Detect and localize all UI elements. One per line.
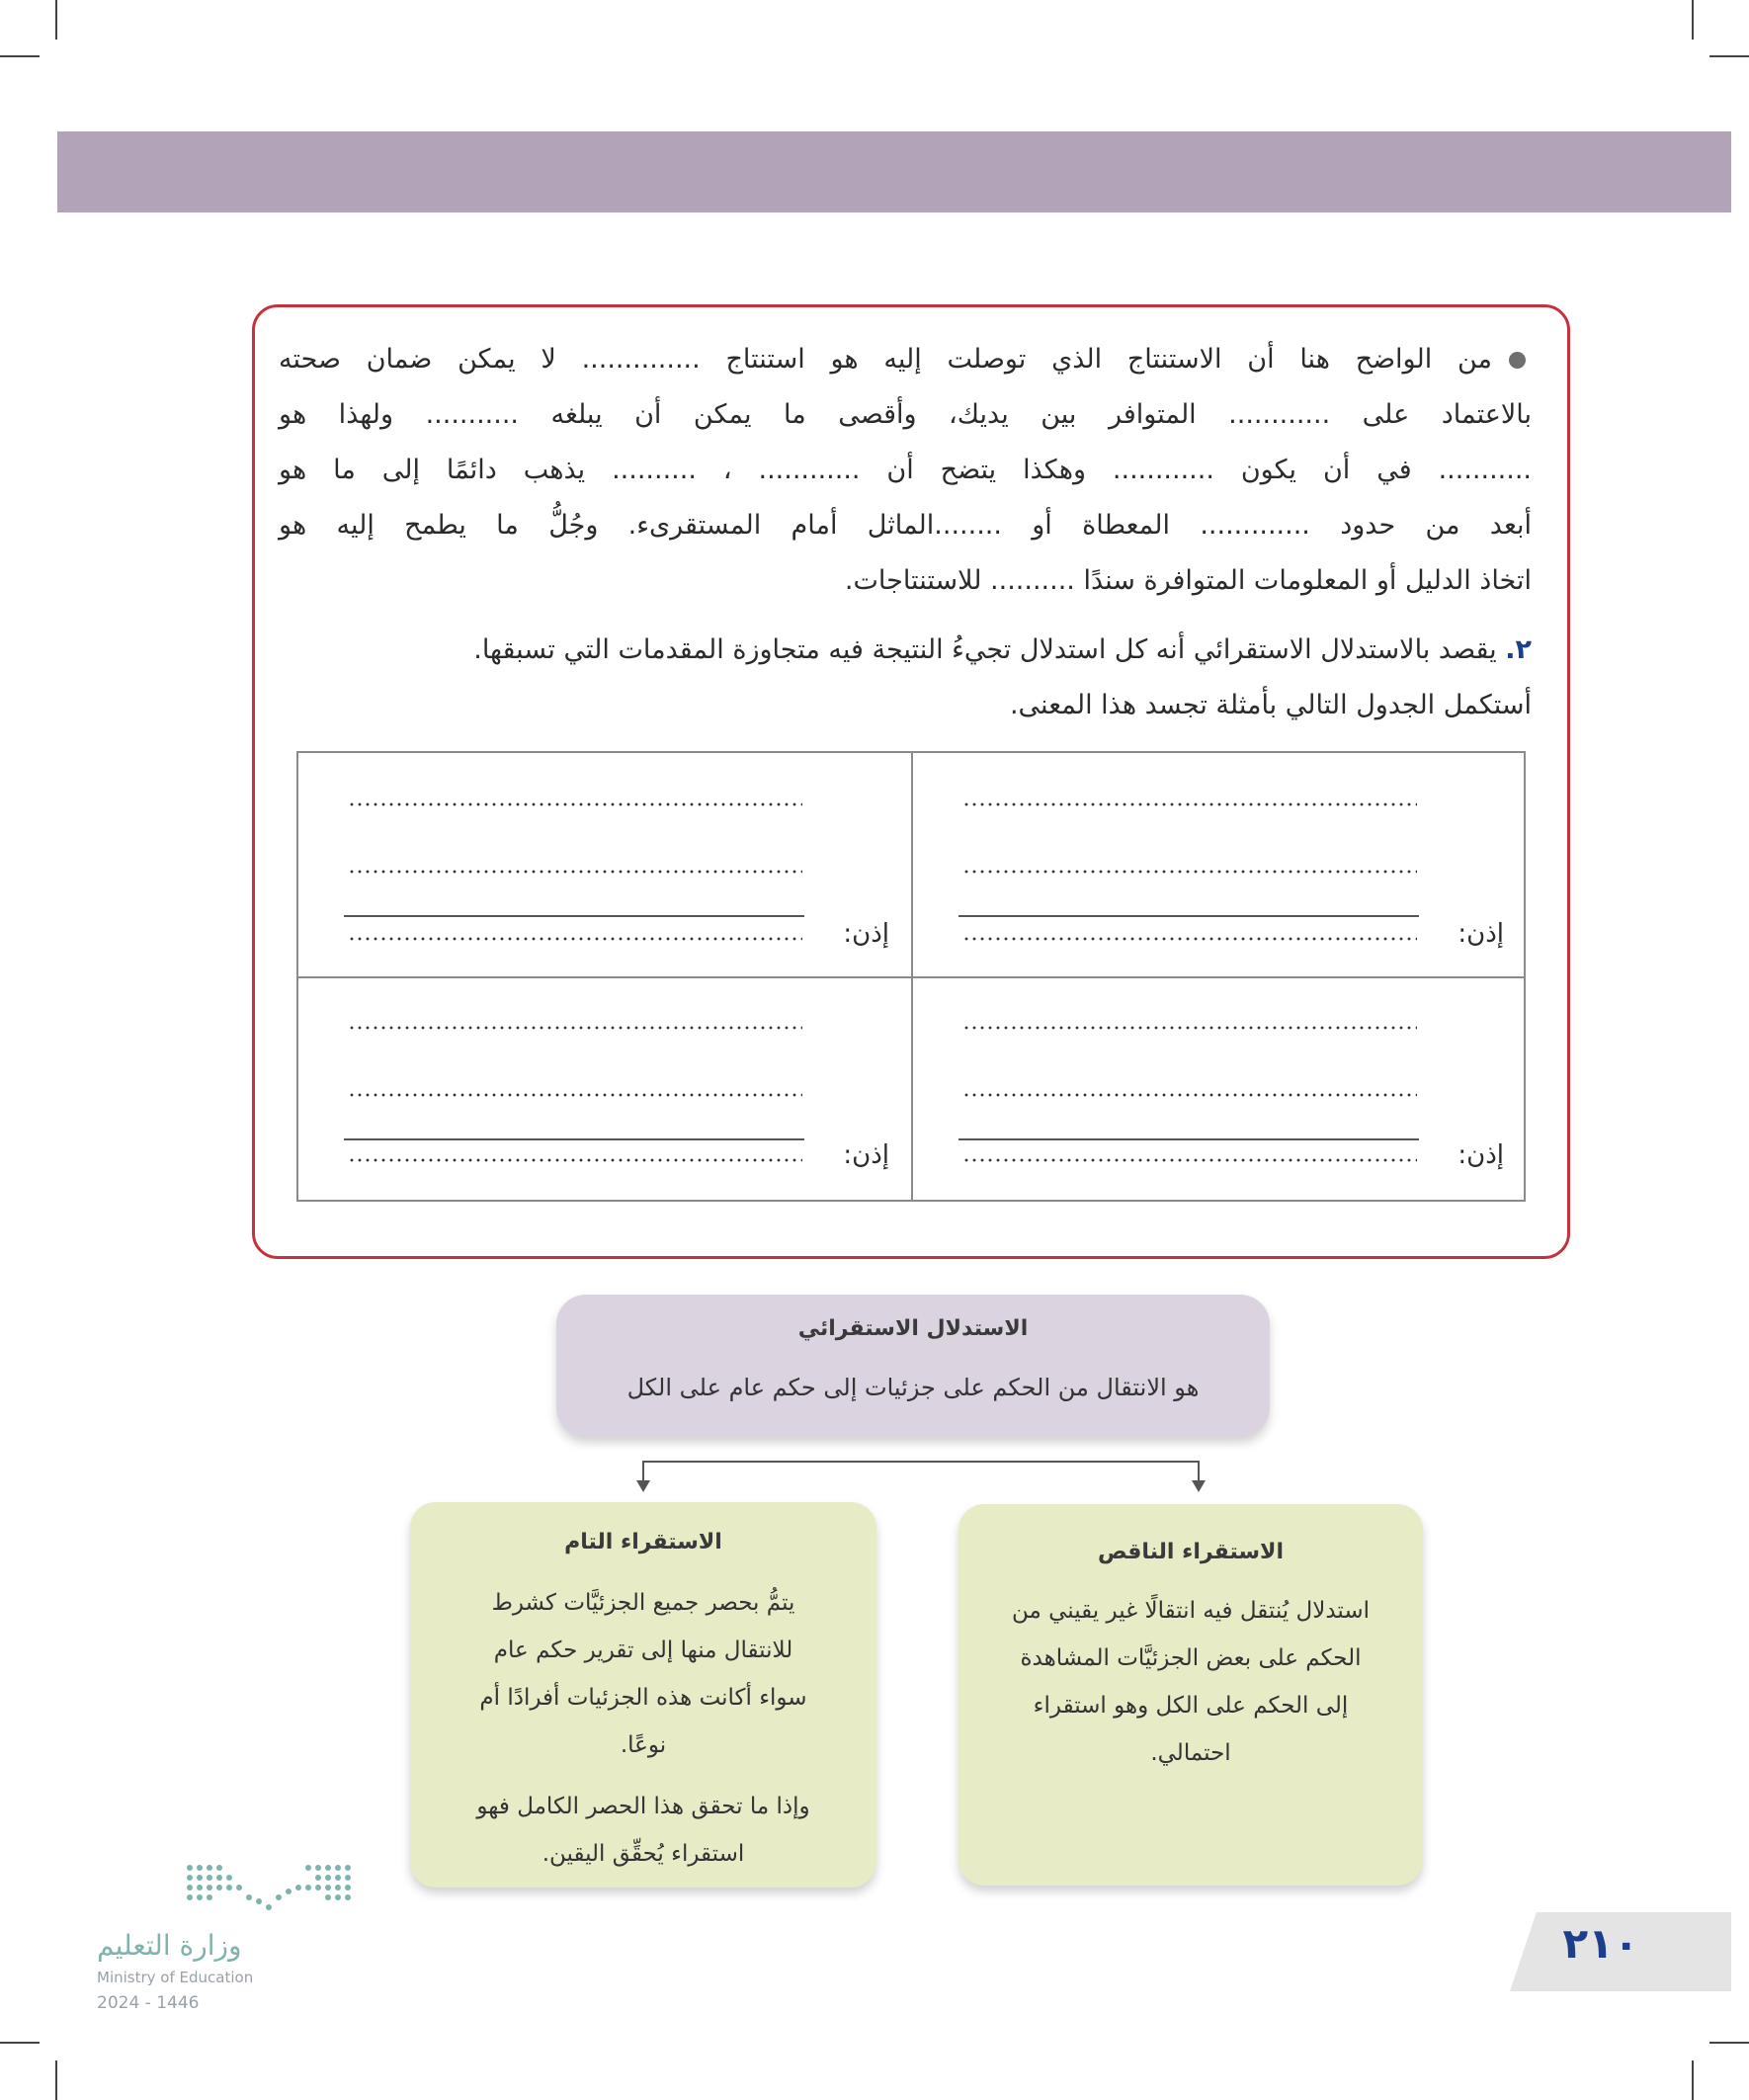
question-number: ٢. xyxy=(1505,634,1532,665)
paragraph-line-1: من الواضح هنا أن الاستنتاج الذي توصلت إليه هو استنتاج .............. لا يمكن ضمان صحته xyxy=(279,344,1492,375)
ministry-name-arabic: وزارة التعليم xyxy=(97,1929,242,1962)
blank-line[interactable] xyxy=(962,937,1417,941)
blank-line[interactable] xyxy=(348,1158,802,1162)
crop-mark xyxy=(0,55,40,57)
blank-line[interactable] xyxy=(348,802,802,806)
separator-line xyxy=(344,915,804,917)
crop-mark xyxy=(1692,0,1694,40)
complete-induction-text xyxy=(450,1579,837,1878)
text-line: استقراء يُحقِّق اليقين. xyxy=(541,1841,745,1867)
text-line: وإذا ما تحقق هذا الحصر الكامل فهو xyxy=(476,1794,810,1819)
question-2 xyxy=(473,626,1532,675)
paragraph-line-5: اتخاذ الدليل أو المعلومات المتوافرة سندًا .......... للاستنتاجات. xyxy=(844,565,1532,596)
incomplete-induction-box xyxy=(958,1504,1423,1886)
text-line: يتمُّ بحصر جميع الجزئيَّات كشرط xyxy=(491,1590,795,1616)
bullet-icon xyxy=(1509,352,1526,369)
blank-line[interactable] xyxy=(962,1093,1417,1097)
definition-title: الاستدلال الاستقرائي xyxy=(797,1316,1029,1341)
then-label: إذن: xyxy=(843,919,889,949)
question-text: يقصد بالاستدلال الاستقرائي أنه كل استدلال تجيءُ النتيجة فيه متجاوزة المقدمات التي تسبقها. xyxy=(473,634,1497,665)
crop-mark xyxy=(55,2060,57,2100)
paragraph-line-3: ........... في أن يكون ............ وهكذا يتضح أن ............ ، .......... يذهب دائمًا إلى ما هو xyxy=(279,455,1532,485)
connector-line xyxy=(642,1461,1200,1463)
task-box xyxy=(252,304,1570,1259)
ministry-year: 2024 - 1446 xyxy=(97,1993,200,2013)
page-number: ٢١٠ xyxy=(1562,1919,1639,1968)
blank-line[interactable] xyxy=(962,1158,1417,1162)
ministry-logo-icon xyxy=(184,1862,352,1913)
connector-line xyxy=(642,1461,644,1482)
table-cell[interactable] xyxy=(298,753,911,976)
then-label: إذن: xyxy=(1458,1140,1504,1170)
incomplete-induction-title: الاستقراء الناقص xyxy=(1098,1540,1284,1564)
crop-mark xyxy=(1709,55,1749,57)
blank-line[interactable] xyxy=(348,1026,802,1030)
table-cell[interactable] xyxy=(298,978,911,1202)
arrow-down-icon xyxy=(636,1480,650,1492)
instruction: أستكمل الجدول التالي بأمثلة تجسد هذا المعنى. xyxy=(1009,690,1532,720)
crop-mark xyxy=(1692,2060,1694,2100)
text-line: نوعًا. xyxy=(620,1732,667,1758)
table-cell[interactable] xyxy=(913,753,1526,976)
arrow-down-icon xyxy=(1192,1480,1206,1492)
text-line: الحكم على بعض الجزئيَّات المشاهدة xyxy=(1020,1645,1362,1671)
incomplete-induction-text xyxy=(998,1587,1383,1777)
blank-line[interactable] xyxy=(348,1093,802,1097)
definition-text: هو الانتقال من الحكم على جزئيات إلى حكم عام على الكل xyxy=(626,1374,1200,1401)
table-cell[interactable] xyxy=(913,978,1526,1202)
paragraph-line-2: بالاعتماد على ............ المتوافر بين يديك، وأقصى ما يمكن أن يبلغه ........... ولهذا هو xyxy=(279,399,1532,430)
complete-induction-box xyxy=(410,1502,876,1888)
separator-line xyxy=(958,915,1419,917)
blank-line[interactable] xyxy=(962,802,1417,806)
blank-line[interactable] xyxy=(962,1026,1417,1030)
text-line: سواء أكانت هذه الجزئيات أفرادًا أم xyxy=(479,1685,807,1711)
then-label: إذن: xyxy=(843,1140,889,1170)
ministry-name-english: Ministry of Education xyxy=(97,1969,254,1986)
complete-induction-title: الاستقراء التام xyxy=(564,1530,722,1554)
blank-line[interactable] xyxy=(348,870,802,874)
crop-mark xyxy=(1709,2042,1749,2044)
blank-line[interactable] xyxy=(962,870,1417,874)
crop-mark xyxy=(0,2042,40,2044)
text-line: استدلال يُنتقل فيه انتقالًا غير يقيني من xyxy=(1011,1598,1371,1624)
definition-box xyxy=(556,1295,1270,1437)
blank-line[interactable] xyxy=(348,937,802,941)
text-line: احتمالي. xyxy=(1150,1740,1231,1766)
then-label: إذن: xyxy=(1458,919,1504,949)
separator-line xyxy=(344,1138,804,1140)
connector-line xyxy=(1198,1461,1200,1482)
examples-table xyxy=(296,751,1526,1202)
header-band xyxy=(57,131,1731,212)
separator-line xyxy=(958,1138,1419,1140)
paragraph-line-4: أبعد من حدود ............. المعطاة أو ........الماثل أمام المستقرىء. وجُلُّ ما يطمح إليه هو xyxy=(279,510,1532,541)
crop-mark xyxy=(55,0,57,40)
text-line: إلى الحكم على الكل وهو استقراء xyxy=(1033,1693,1349,1719)
text-line: للانتقال منها إلى تقرير حكم عام xyxy=(493,1638,793,1663)
